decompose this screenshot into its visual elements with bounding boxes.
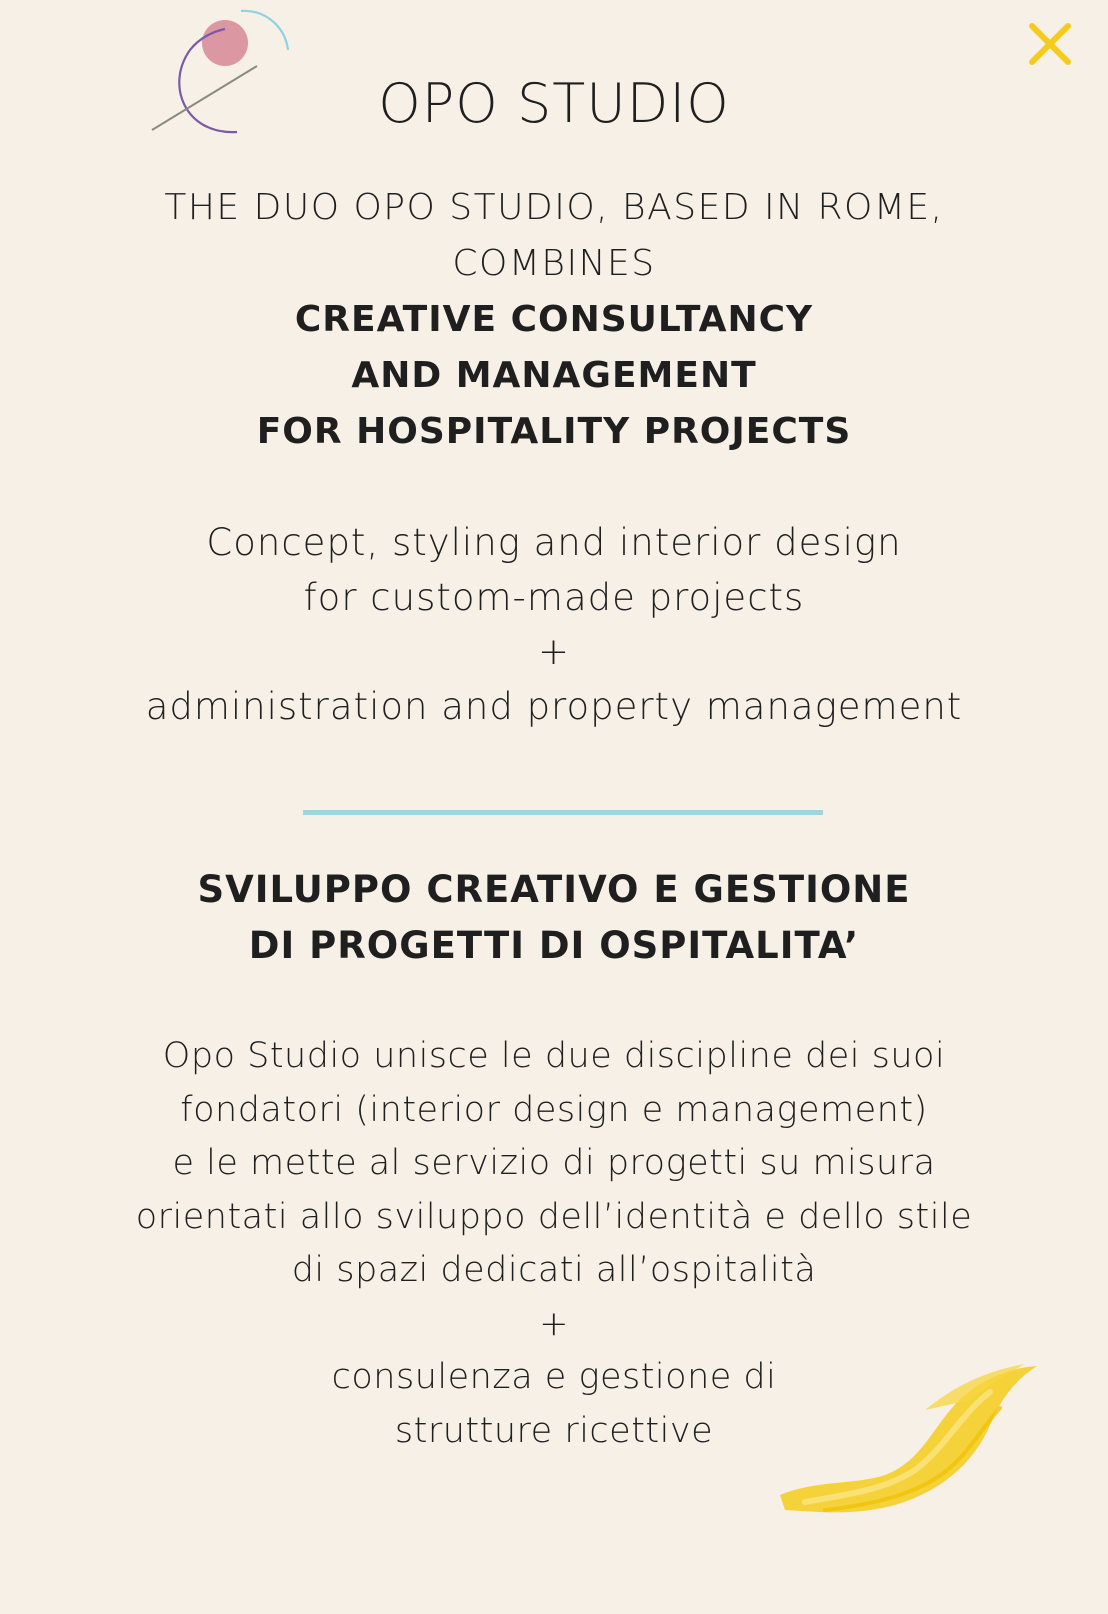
- italian-body-line: orientati allo sviluppo dell’identità e dello stile: [135, 1196, 973, 1237]
- italian-body-line: fondatori (interior design e management): [180, 1089, 928, 1130]
- intro-text: [0, 180, 1108, 460]
- section-divider: [303, 810, 823, 815]
- intro-strong-line: AND MANAGEMENT: [351, 355, 757, 396]
- intro-line: THE DUO OPO STUDIO, BASED IN ROME,: [164, 187, 944, 228]
- italian-body-line: di spazi dedicati all’ospitalità: [291, 1250, 817, 1290]
- page-title: OPO STUDIO: [378, 72, 730, 135]
- italian-body-plus: +: [539, 1303, 569, 1344]
- italian-body-line: consulenza e gestione di: [331, 1357, 777, 1397]
- intro-strong-line: FOR HOSPITALITY PROJECTS: [256, 411, 852, 452]
- services-line: Concept, styling and interior design: [206, 521, 902, 564]
- close-icon[interactable]: [1024, 18, 1076, 70]
- services-line: administration and property management: [145, 684, 963, 728]
- services-plus: +: [537, 630, 570, 673]
- intro-line: COMBINES: [452, 243, 656, 284]
- services-text: [0, 516, 1108, 734]
- italian-heading-line: SVILUPPO CREATIVO E GESTIONE: [197, 868, 911, 911]
- services-line: for custom-made projects: [303, 575, 805, 619]
- italian-body-line: strutture ricettive: [394, 1410, 714, 1451]
- italian-heading-line: DI PROGETTI DI OSPITALITA’: [248, 924, 860, 967]
- intro-strong-line: CREATIVE CONSULTANCY: [294, 299, 814, 340]
- italian-body-line: Opo Studio unisce le due discipline dei suoi: [162, 1036, 946, 1076]
- italian-body-line: e le mette al servizio di progetti su misura: [172, 1143, 936, 1183]
- yellow-brushstroke-icon: [775, 1360, 1045, 1520]
- italian-heading: [0, 862, 1108, 974]
